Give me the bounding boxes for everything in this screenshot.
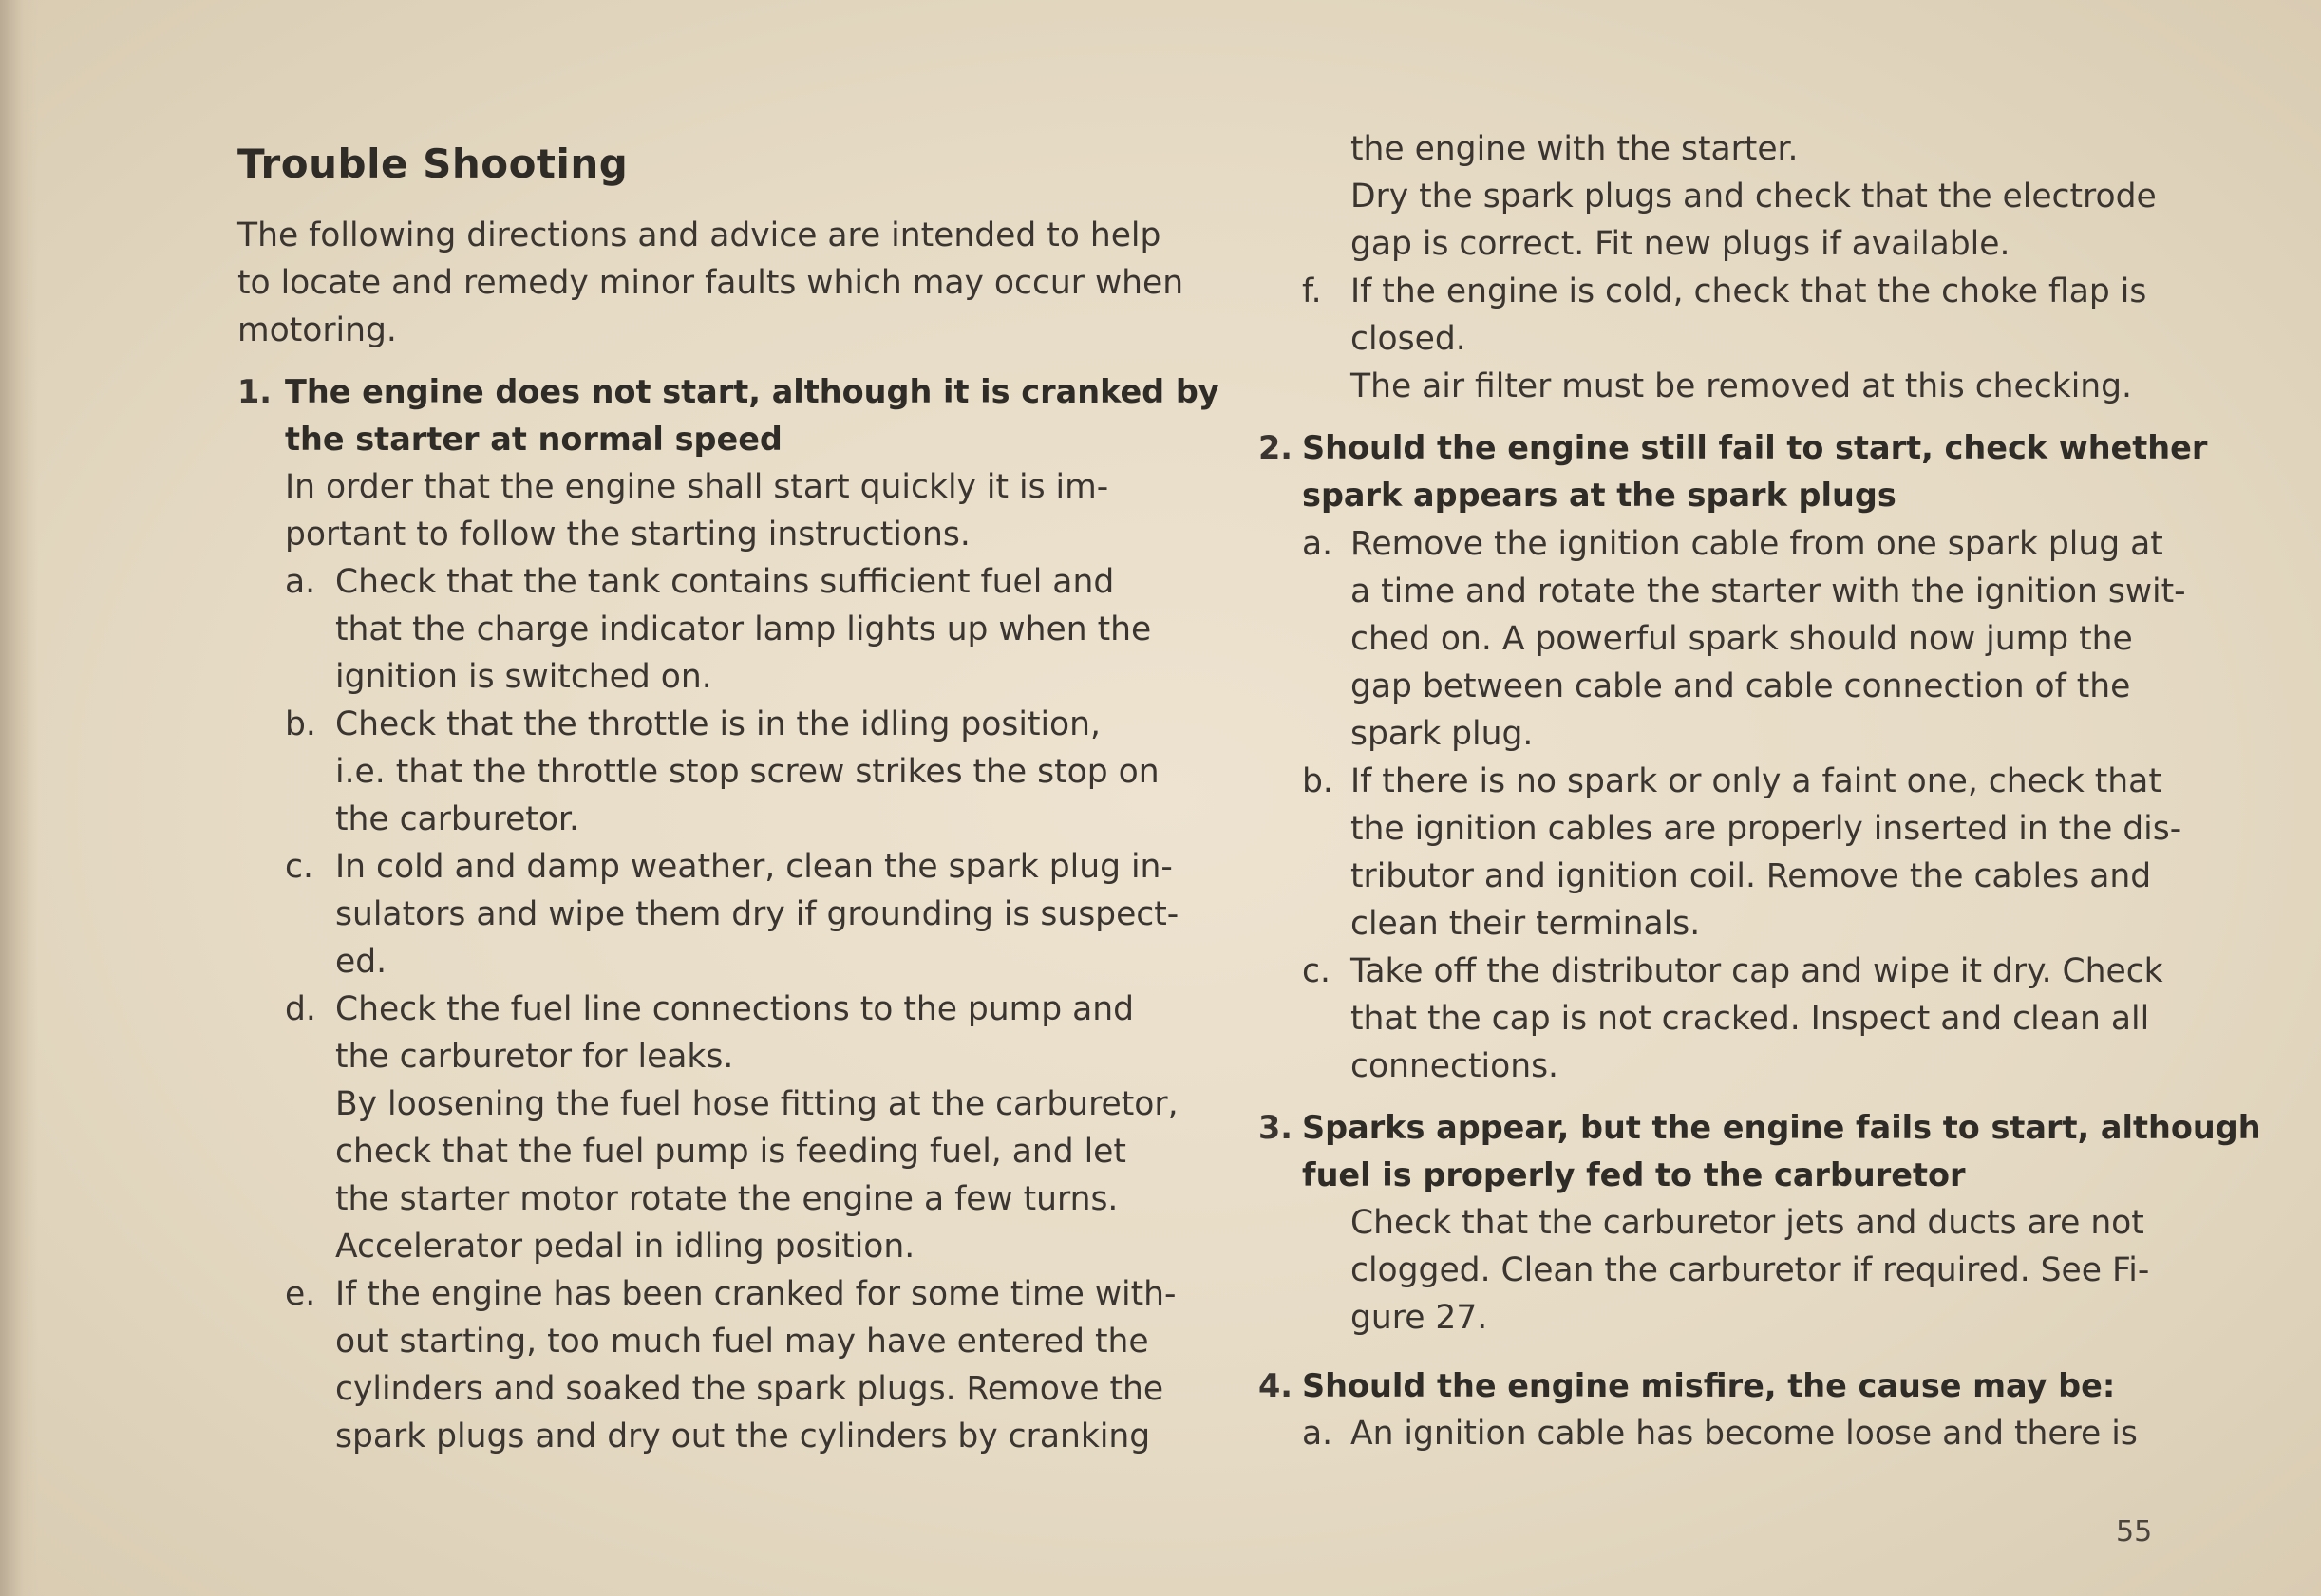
list-item-line: ched on. A powerful spark should now jump the [1350, 620, 2133, 658]
section-heading: The engine does not start, although it is cranked by [285, 373, 1219, 410]
list-item-line: connections. [1350, 1047, 1559, 1085]
continuation-line: the engine with the starter. [1350, 130, 1799, 168]
list-item-line: By loosening the fuel hose fitting at the carburetor, [335, 1085, 1179, 1123]
list-item-line: clean their terminals. [1350, 905, 1701, 943]
continuation-line: Dry the spark plugs and check that the electrode [1350, 178, 2157, 216]
section-body: Check that the carburetor jets and ducts are not [1350, 1204, 2144, 1242]
list-item-line: the ignition cables are properly inserted in the dis- [1350, 810, 2182, 848]
list-item-line: An ignition cable has become loose and there is [1350, 1415, 2138, 1453]
list-item-line: ignition is switched on. [335, 658, 712, 696]
section-number: 3. [1258, 1109, 1293, 1146]
section-heading: fuel is properly fed to the carburetor [1302, 1156, 1966, 1193]
section-body: clogged. Clean the carburetor if required. See Fi- [1350, 1251, 2150, 1289]
item-marker: b. [285, 705, 316, 743]
intro-line: motoring. [237, 311, 397, 349]
intro-line: to locate and remedy minor faults which may occur when [237, 264, 1184, 302]
list-item-line: cylinders and soaked the spark plugs. Remove the [335, 1370, 1164, 1408]
item-marker: a. [1302, 525, 1333, 563]
list-item-line: Accelerator pedal in idling position. [335, 1228, 915, 1266]
item-marker: b. [1302, 762, 1333, 800]
item-marker: d. [285, 990, 316, 1028]
list-item-line: the carburetor. [335, 800, 579, 838]
item-marker: a. [285, 563, 316, 601]
continuation-line: gap is correct. Fit new plugs if available. [1350, 225, 2010, 263]
list-item-line: the carburetor for leaks. [335, 1038, 734, 1076]
section-heading: Sparks appear, but the engine fails to start, although [1302, 1109, 2261, 1146]
item-marker: a. [1302, 1415, 1333, 1453]
page-number: 55 [2116, 1515, 2153, 1549]
section-body: gure 27. [1350, 1299, 1488, 1337]
item-marker: c. [285, 848, 313, 886]
list-item-line: tributor and ignition coil. Remove the cables and [1350, 857, 2152, 895]
list-item-line: If the engine has been cranked for some time with- [335, 1275, 1177, 1313]
section-number: 2. [1258, 429, 1293, 466]
list-item-line: Check the fuel line connections to the pump and [335, 990, 1135, 1028]
section-number: 4. [1258, 1367, 1293, 1404]
list-item-line: If the engine is cold, check that the choke flap is [1350, 272, 2147, 310]
item-marker: f. [1302, 272, 1322, 310]
list-item-line: i.e. that the throttle stop screw strikes the stop on [335, 753, 1160, 791]
binding-gutter [0, 0, 38, 1596]
list-item-line: Remove the ignition cable from one spark plug at [1350, 525, 2163, 563]
list-item-line: If there is no spark or only a faint one, check that [1350, 762, 2161, 800]
list-item-line: The air filter must be removed at this checking. [1350, 367, 2133, 405]
item-marker: c. [1302, 952, 1330, 990]
page-title: Trouble Shooting [237, 141, 629, 187]
list-item-line: spark plug. [1350, 715, 1534, 753]
section-heading: the starter at normal speed [285, 421, 783, 458]
list-item-line: spark plugs and dry out the cylinders by cranking [335, 1418, 1151, 1455]
list-item-line: Take off the distributor cap and wipe it dry. Check [1350, 952, 2163, 990]
list-item-line: that the cap is not cracked. Inspect and clean all [1350, 1000, 2150, 1038]
list-item-line: closed. [1350, 320, 1466, 358]
intro-line: The following directions and advice are intended to help [237, 216, 1161, 254]
section-heading: Should the engine misfire, the cause may be: [1302, 1367, 2116, 1404]
list-item-line: Check that the throttle is in the idling position, [335, 705, 1101, 743]
item-marker: e. [285, 1275, 316, 1313]
section-heading: spark appears at the spark plugs [1302, 477, 1896, 514]
list-item-line: gap between cable and cable connection of the [1350, 667, 2131, 705]
list-item-line: that the charge indicator lamp lights up when the [335, 610, 1152, 648]
section-body: In order that the engine shall start quickly it is im- [285, 468, 1109, 506]
list-item-line: the starter motor rotate the engine a few turns. [335, 1180, 1119, 1218]
section-number: 1. [237, 373, 273, 410]
list-item-line: a time and rotate the starter with the ignition swit- [1350, 573, 2186, 610]
section-body: portant to follow the starting instructions. [285, 516, 971, 554]
list-item-line: sulators and wipe them dry if grounding is suspect- [335, 895, 1179, 933]
section-heading: Should the engine still fail to start, check whether [1302, 429, 2208, 466]
list-item-line: ed. [335, 943, 387, 981]
list-item-line: Check that the tank contains sufficient fuel and [335, 563, 1115, 601]
list-item-line: In cold and damp weather, clean the spark plug in- [335, 848, 1173, 886]
list-item-line: out starting, too much fuel may have entered the [335, 1323, 1149, 1361]
list-item-line: check that the fuel pump is feeding fuel, and let [335, 1133, 1126, 1171]
